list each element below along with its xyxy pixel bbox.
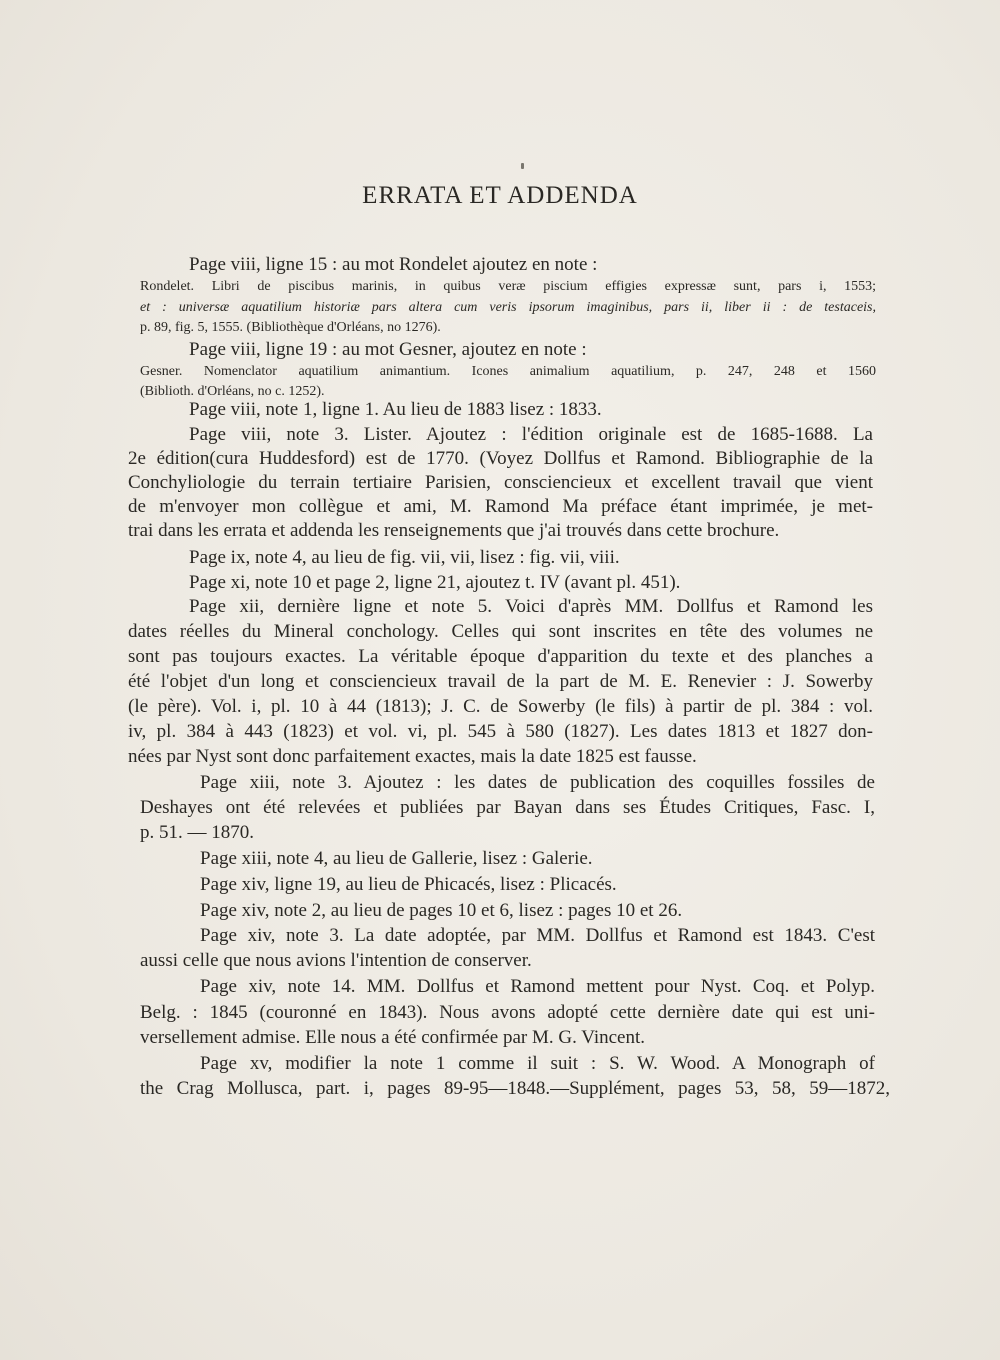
errata-line: Deshayes ont été relevées et publiées par Bayan dans ses Études Critiques, Fasc. I, (140, 797, 875, 818)
errata-line: Belg. : 1845 (couronné en 1843). Nous avons adopté cette dernière date qui est uni- (140, 1002, 875, 1023)
footnote-line: Gesner. Nomenclator aquatilium animantium. Icones animalium aquatilium, p. 247, 248 et 1560 (140, 364, 876, 379)
errata-line: Page xiv, ligne 19, au lieu de Phicacés, lisez : Plicacés. (200, 874, 617, 895)
errata-line: aussi celle que nous avions l'intention de conserver. (140, 950, 532, 971)
footnote-line: p. 89, fig. 5, 1555. (Bibliothèque d'Orléans, no 1276). (140, 320, 441, 335)
errata-line: versellement admise. Elle nous a été confirmée par M. G. Vincent. (140, 1027, 646, 1048)
page-title: ERRATA ET ADDENDA (362, 182, 638, 209)
errata-line: (le père). Vol. i, pl. 10 à 44 (1813); J. C. de Sowerby (le fils) à partir de pl. 384 : vol. (128, 696, 873, 717)
errata-line: Page viii, note 1, ligne 1. Au lieu de 1883 lisez : 1833. (189, 399, 602, 420)
errata-line: Page xii, dernière ligne et note 5. Voici d'après MM. Dollfus et Ramond les (189, 596, 873, 617)
errata-line: sont pas toujours exactes. La véritable époque d'apparition du texte et des planches a (128, 646, 873, 667)
errata-line: Page xi, note 10 et page 2, ligne 21, ajoutez t. IV (avant pl. 451). (189, 572, 681, 593)
errata-line: nées par Nyst sont donc parfaitement exactes, mais la date 1825 est fausse. (128, 746, 697, 767)
errata-line: Page viii, ligne 15 : au mot Rondelet ajoutez en note : (189, 254, 598, 275)
errata-line: Page viii, note 3. Lister. Ajoutez : l'édition originale est de 1685-1688. La (189, 424, 873, 445)
errata-line: Page xiv, note 3. La date adoptée, par MM. Dollfus et Ramond est 1843. C'est (200, 925, 875, 946)
footnote-line: (Biblioth. d'Orléans, no c. 1252). (140, 384, 325, 399)
errata-line: the Crag Mollusca, part. i, pages 89-95—1848.—Supplément, pages 53, 58, 59—1872, (140, 1078, 890, 1099)
errata-line: trai dans les errata et addenda les renseignements que j'ai trouvés dans cette brochure. (128, 520, 780, 541)
errata-line: 2e édition(cura Huddesford) est de 1770. (Voyez Dollfus et Ramond. Bibliographie de la (128, 448, 873, 469)
errata-line: p. 51. — 1870. (140, 822, 254, 843)
errata-line: Page xiii, note 4, au lieu de Gallerie, lisez : Galerie. (200, 848, 593, 869)
errata-line: été l'objet d'un long et consciencieux travail de la part de M. E. Renevier : J. Sowerby (128, 671, 873, 692)
ink-speck (521, 163, 524, 169)
errata-line: Page xiii, note 3. Ajoutez : les dates de publication des coquilles fossiles de (200, 772, 875, 793)
errata-line: dates réelles du Mineral conchology. Celles qui sont inscrites en tête des volumes ne (128, 621, 873, 642)
errata-line: Page xiv, note 14. MM. Dollfus et Ramond mettent pour Nyst. Coq. et Polyp. (200, 976, 875, 997)
errata-line: Page xv, modifier la note 1 comme il suit : S. W. Wood. A Monograph of (200, 1053, 875, 1074)
errata-line: de m'envoyer mon collègue et ami, M. Ramond Ma préface étant imprimée, je met- (128, 496, 873, 517)
errata-line: Page ix, note 4, au lieu de fig. vii, vii, lisez : fig. vii, viii. (189, 547, 620, 568)
errata-line: iv, pl. 384 à 443 (1823) et vol. vi, pl. 545 à 580 (1827). Les dates 1813 et 1827 don- (128, 721, 873, 742)
errata-line: Page xiv, note 2, au lieu de pages 10 et 6, lisez : pages 10 et 26. (200, 900, 683, 921)
errata-line: Conchyliologie du terrain tertiaire Parisien, consciencieux et excellent travail que vient (128, 472, 873, 493)
footnote-line: Rondelet. Libri de piscibus marinis, in quibus veræ piscium effigies expressæ sunt, pars i, 1553; (140, 279, 876, 294)
footnote-line: et : universæ aquatilium historiæ pars altera cum veris ipsorum imaginibus, pars ii, liber ii : de testaceis, (140, 300, 876, 315)
errata-line: Page viii, ligne 19 : au mot Gesner, ajoutez en note : (189, 339, 587, 360)
